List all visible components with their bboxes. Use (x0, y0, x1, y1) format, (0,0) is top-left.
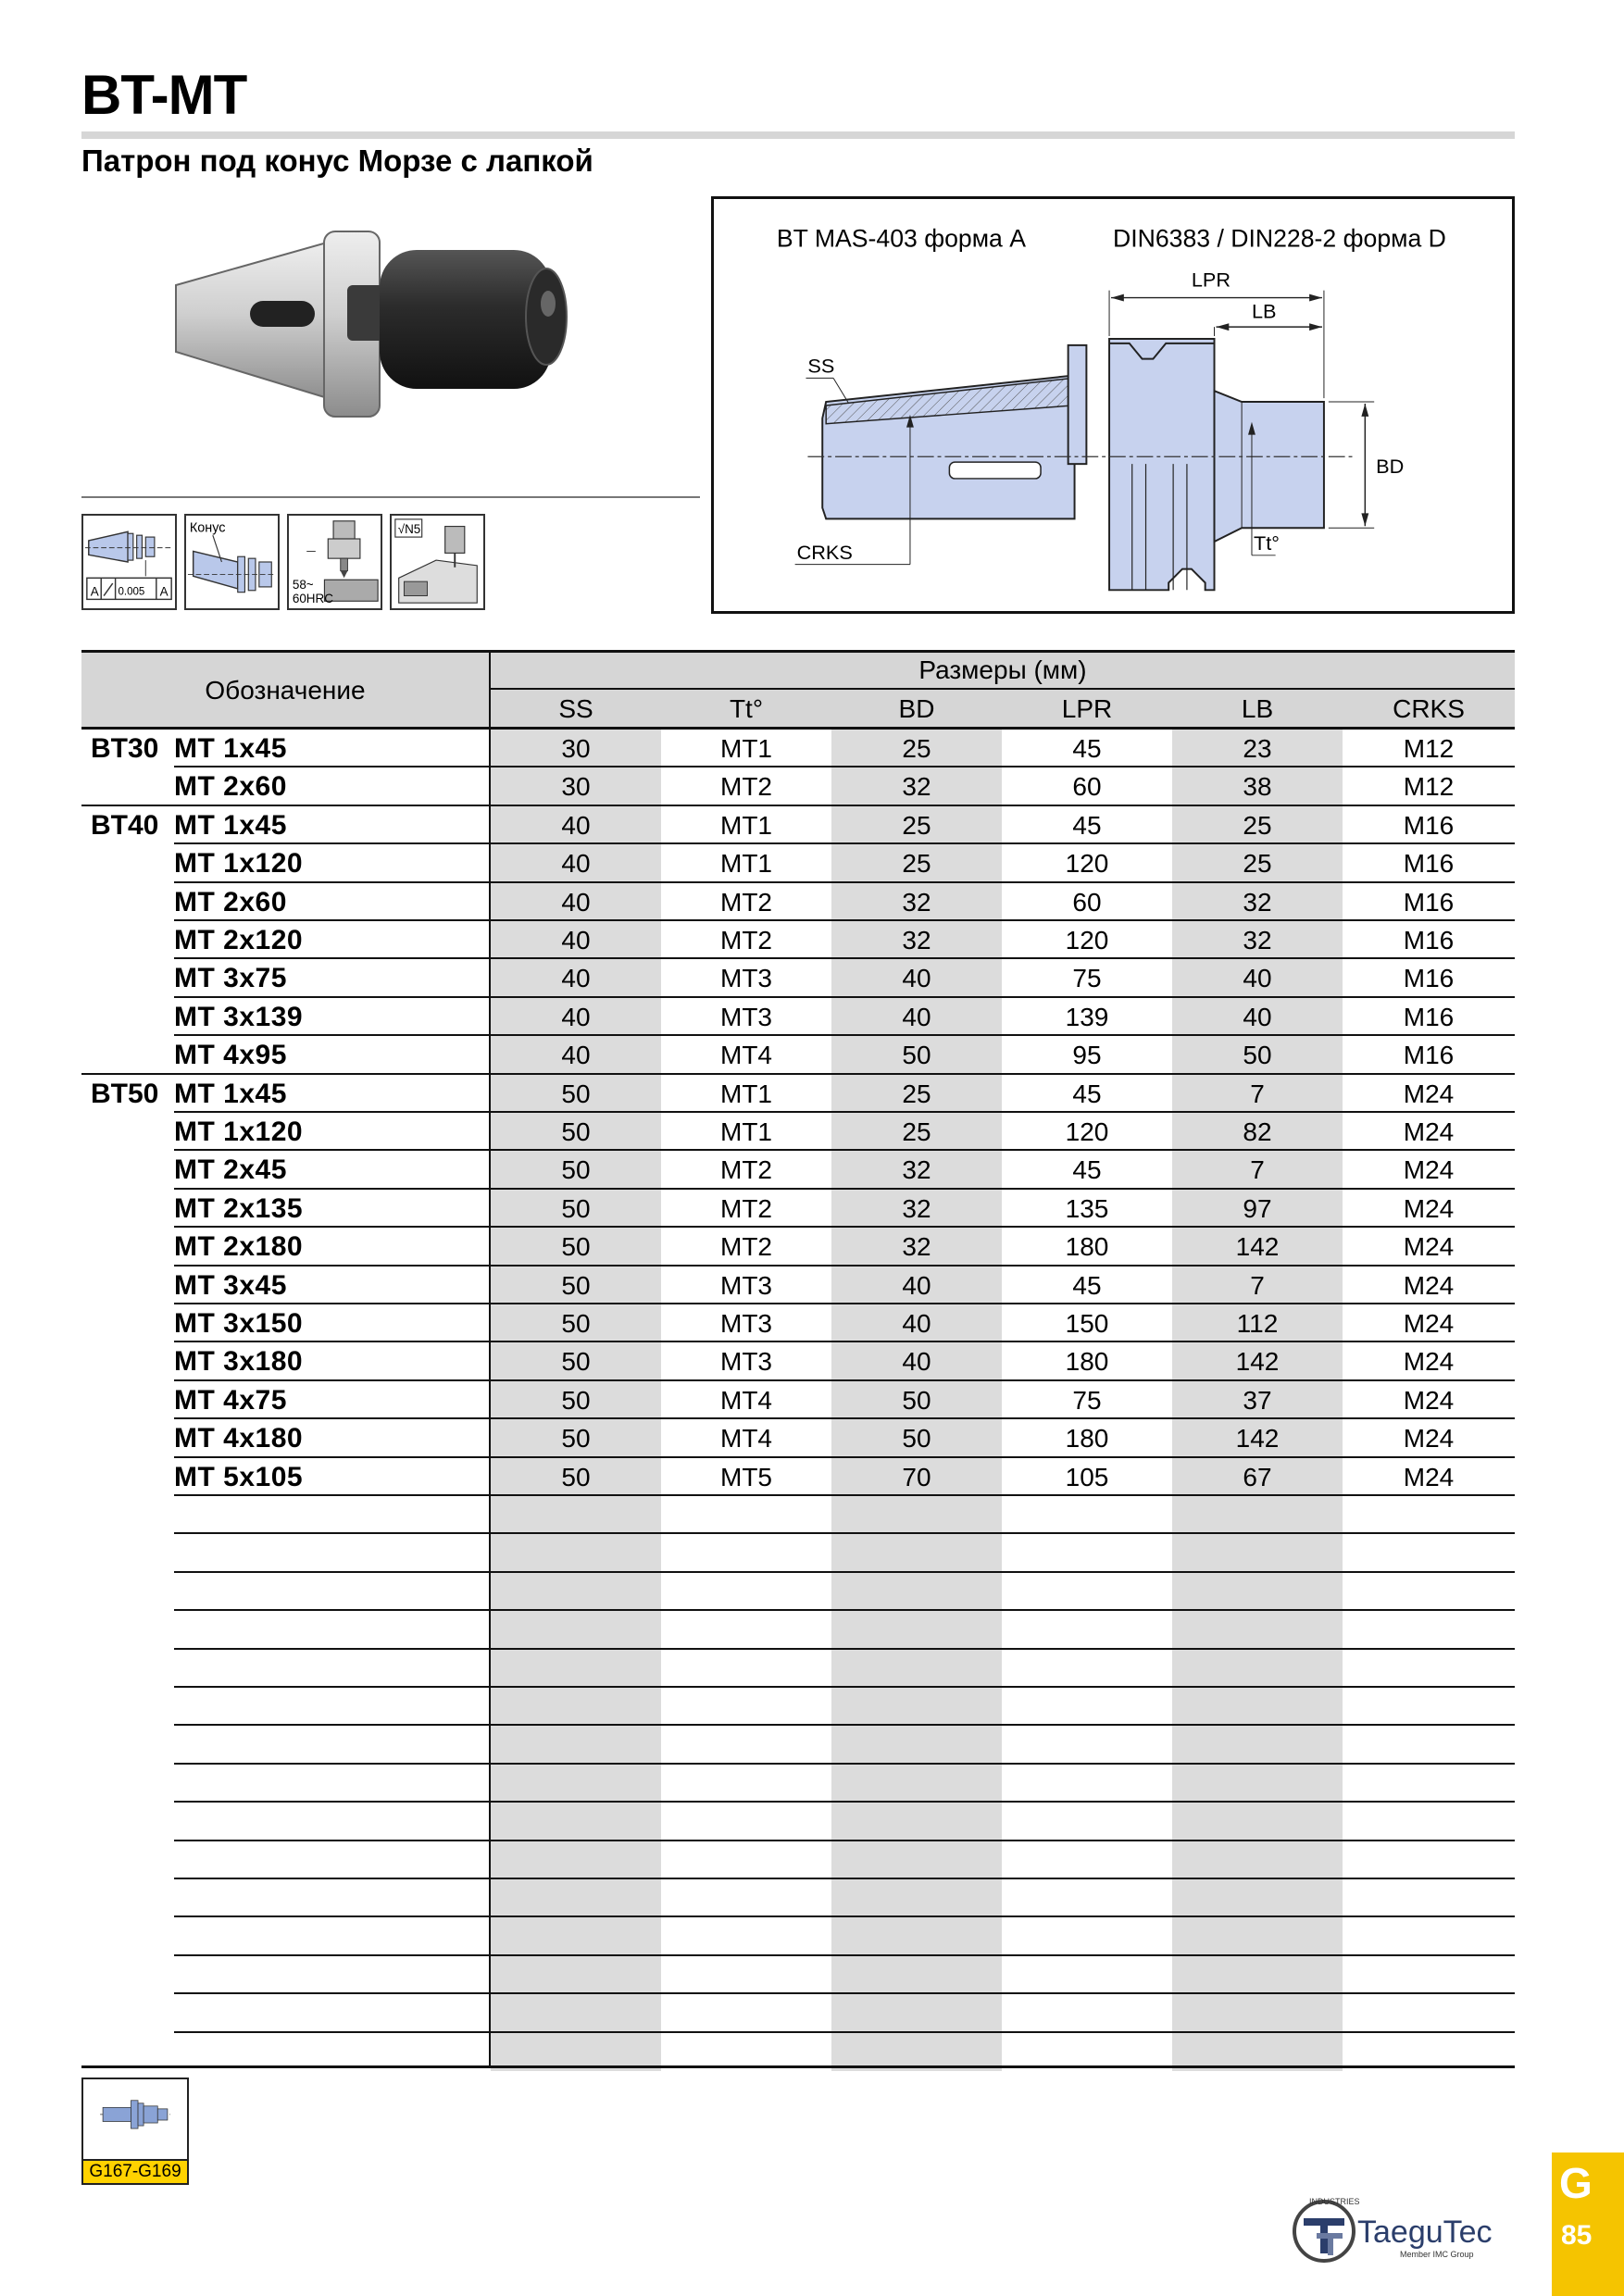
column-shade (491, 1841, 661, 1879)
cell-lpr: 120 (1065, 926, 1109, 955)
column-shade (491, 1994, 661, 2032)
cell-lb: 142 (1235, 1232, 1280, 1262)
column-shade (831, 1765, 1002, 1803)
logo-brand-text: TaeguTec (1357, 2215, 1493, 2250)
column-shade (831, 1611, 1002, 1649)
empty-table-row (81, 1956, 1515, 1994)
surface-finish-label: √N5 (397, 522, 421, 537)
cell-ss: 50 (561, 1193, 591, 1223)
cell-lpr: 180 (1065, 1347, 1109, 1377)
cell-crks: M24 (1403, 1309, 1455, 1338)
cell-tt: MT2 (720, 1193, 772, 1223)
cell-ss: 50 (561, 1155, 591, 1185)
column-shade (831, 1803, 1002, 1841)
cell-lpr: 45 (1072, 810, 1102, 840)
cell-bd: 25 (902, 1079, 931, 1108)
empty-table-row (81, 1841, 1515, 1879)
crks-label: CRKS (796, 540, 853, 564)
column-shade (491, 1650, 661, 1688)
designation-code: MT 1x120 (174, 848, 304, 880)
table-row (81, 1190, 1515, 1228)
column-shade (491, 1611, 661, 1649)
cell-tt: MT1 (720, 849, 772, 879)
cell-lpr: 180 (1065, 1424, 1109, 1454)
column-shade (831, 1994, 1002, 2032)
cell-crks: M24 (1403, 1385, 1455, 1415)
empty-table-row (81, 1765, 1515, 1803)
series-label: BT40 (91, 809, 159, 841)
page-title: BT-MT (81, 64, 247, 126)
cell-crks: M24 (1403, 1270, 1455, 1300)
cell-lpr: 150 (1065, 1309, 1109, 1338)
cell-ss: 50 (561, 1270, 591, 1300)
table-row (81, 883, 1515, 921)
dimensions-table (81, 650, 1515, 2068)
column-shade (491, 1765, 661, 1803)
designation-code: MT 4x75 (174, 1384, 287, 1416)
column-shade (1172, 1956, 1343, 1994)
taper-label: Конус (189, 520, 226, 536)
cell-lb: 40 (1243, 964, 1272, 993)
column-shade (1172, 1688, 1343, 1726)
drawing-right-standard: DIN6383 / DIN228-2 форма D (1113, 224, 1446, 253)
product-photo (167, 213, 593, 426)
column-shade (831, 1917, 1002, 1955)
runout-datum-left: A (90, 584, 99, 599)
column-shade (1172, 1917, 1343, 1955)
column-shade (1172, 1994, 1343, 2032)
table-row (81, 1113, 1515, 1151)
cell-lpr: 45 (1072, 1155, 1102, 1185)
column-shade (491, 1956, 661, 1994)
table-row (81, 1036, 1515, 1074)
designation-code: MT 2x180 (174, 1231, 304, 1263)
cell-ss: 50 (561, 1117, 591, 1146)
cell-tt: MT2 (720, 772, 772, 802)
cell-ss: 50 (561, 1232, 591, 1262)
cell-bd: 50 (902, 1041, 931, 1070)
cell-tt: MT3 (720, 1309, 772, 1338)
cell-ss: 40 (561, 1041, 591, 1070)
column-shade (1172, 1726, 1343, 1764)
drawing-left-standard: BT MAS-403 форма A (776, 224, 1027, 253)
designation-code: MT 4x95 (174, 1040, 287, 1071)
cell-lb: 97 (1243, 1193, 1272, 1223)
lpr-label: LPR (1191, 268, 1231, 292)
table-row (81, 767, 1515, 805)
cell-ss: 30 (561, 734, 591, 763)
runout-tolerance: 0.005 (118, 586, 145, 598)
runout-datum-right: A (159, 584, 169, 599)
empty-table-row (81, 1803, 1515, 1841)
designation-code: MT 2x60 (174, 886, 287, 917)
designation-code: MT 3x180 (174, 1346, 304, 1378)
cell-tt: MT1 (720, 810, 772, 840)
cell-bd: 40 (902, 1270, 931, 1300)
designation-code: MT 1x45 (174, 1078, 287, 1109)
cell-bd: 40 (902, 1347, 931, 1377)
table-row (81, 998, 1515, 1036)
table-row (81, 959, 1515, 997)
cell-bd: 25 (902, 810, 931, 840)
cell-bd: 32 (902, 1193, 931, 1223)
cell-lpr: 45 (1072, 734, 1102, 763)
col-header-crks: CRKS (1393, 694, 1465, 723)
cell-lpr: 75 (1072, 964, 1102, 993)
cell-bd: 32 (902, 772, 931, 802)
column-shade (831, 1496, 1002, 1534)
designation-code: MT 2x60 (174, 771, 287, 803)
cell-bd: 40 (902, 1002, 931, 1031)
empty-table-row (81, 1496, 1515, 1534)
column-shade (491, 1726, 661, 1764)
page-subtitle: Патрон под конус Морзе с лапкой (81, 144, 593, 178)
column-shade (1172, 1534, 1343, 1572)
cell-lb: 112 (1236, 1309, 1279, 1338)
cell-ss: 50 (561, 1309, 591, 1338)
column-shade (831, 1726, 1002, 1764)
tt-label: Tt° (1253, 530, 1280, 555)
page-number: 85 (1561, 2220, 1593, 2251)
hardness-feature-icon (287, 514, 382, 610)
column-shade (491, 1534, 661, 1572)
column-shade (1172, 1765, 1343, 1803)
empty-table-row (81, 1879, 1515, 1917)
cell-lpr: 120 (1065, 849, 1109, 879)
cell-lpr: 45 (1072, 1079, 1102, 1108)
designation-code: MT 3x75 (174, 963, 287, 994)
title-divider (81, 131, 1515, 139)
cell-lpr: 45 (1072, 1270, 1102, 1300)
cell-tt: MT2 (720, 1155, 772, 1185)
cell-lb: 7 (1250, 1079, 1265, 1108)
col-header-ss: SS (558, 694, 593, 723)
cell-crks: M16 (1403, 926, 1455, 955)
empty-table-row (81, 1994, 1515, 2032)
cell-bd: 25 (902, 1117, 931, 1146)
cell-lb: 50 (1243, 1041, 1272, 1070)
column-shade (491, 1688, 661, 1726)
technical-drawing (711, 196, 1515, 614)
column-shade (1172, 1803, 1343, 1841)
table-row (81, 1342, 1515, 1380)
designation-header: Обозначение (205, 676, 366, 705)
column-shade (831, 1688, 1002, 1726)
cell-tt: MT1 (720, 1079, 772, 1108)
table-row (81, 844, 1515, 882)
cell-ss: 40 (561, 887, 591, 917)
designation-code: MT 3x150 (174, 1308, 304, 1339)
cell-lpr: 95 (1072, 1041, 1102, 1070)
cell-tt: MT2 (720, 887, 772, 917)
cell-lb: 25 (1243, 849, 1272, 879)
cell-lpr: 105 (1065, 1462, 1109, 1491)
column-shade (491, 1879, 661, 1917)
table-bottom-border (81, 2065, 1515, 2068)
table-row (81, 1267, 1515, 1304)
cell-crks: M16 (1403, 1002, 1455, 1031)
cell-lb: 142 (1235, 1424, 1280, 1454)
taegutec-logo (1289, 2194, 1520, 2268)
hardness-range-b: 60HRC (292, 592, 333, 606)
cell-bd: 32 (902, 926, 931, 955)
column-shade (1172, 1496, 1343, 1534)
cell-bd: 50 (902, 1424, 931, 1454)
empty-table-row (81, 1688, 1515, 1726)
empty-table-row (81, 1611, 1515, 1649)
cell-crks: M24 (1403, 1347, 1455, 1377)
cell-ss: 50 (561, 1079, 591, 1108)
cell-crks: M24 (1403, 1424, 1455, 1454)
column-shade (831, 1573, 1002, 1611)
table-row (81, 1458, 1515, 1496)
designation-code: MT 2x120 (174, 925, 304, 955)
column-shade (1172, 1841, 1343, 1879)
cell-tt: MT3 (720, 1270, 772, 1300)
table-row (81, 1075, 1515, 1113)
column-shade (1172, 1611, 1343, 1649)
cell-lb: 38 (1243, 772, 1272, 802)
cell-ss: 40 (561, 964, 591, 993)
cell-lb: 23 (1243, 734, 1272, 763)
cell-crks: M24 (1403, 1079, 1455, 1108)
column-shade (491, 1917, 661, 1955)
cell-tt: MT4 (720, 1424, 772, 1454)
column-shade (491, 1496, 661, 1534)
cell-ss: 40 (561, 1002, 591, 1031)
cell-lb: 142 (1235, 1347, 1280, 1377)
cell-crks: M24 (1403, 1193, 1455, 1223)
designation-code: MT 2x45 (174, 1154, 287, 1186)
cell-lpr: 60 (1072, 887, 1102, 917)
cell-tt: MT5 (720, 1462, 772, 1491)
surface-finish-feature-icon (390, 514, 485, 610)
cell-lb: 67 (1243, 1462, 1272, 1491)
cell-crks: M24 (1403, 1155, 1455, 1185)
column-shade (831, 1841, 1002, 1879)
empty-table-row (81, 1917, 1515, 1955)
cell-tt: MT4 (720, 1385, 772, 1415)
cell-crks: M24 (1403, 1462, 1455, 1491)
taper-feature-icon (184, 514, 280, 610)
empty-table-row (81, 1573, 1515, 1611)
photo-divider (81, 496, 700, 498)
cell-tt: MT3 (720, 1002, 772, 1031)
col-header-bd: BD (898, 694, 935, 723)
cell-tt: MT4 (720, 1041, 772, 1070)
logo-top-text: INDUSTRIES (1309, 2197, 1360, 2206)
empty-table-row (81, 1534, 1515, 1572)
cell-lb: 7 (1250, 1155, 1265, 1185)
cell-crks: M16 (1403, 810, 1455, 840)
cell-bd: 25 (902, 849, 931, 879)
cell-ss: 40 (561, 849, 591, 879)
cell-lpr: 135 (1065, 1193, 1109, 1223)
cell-tt: MT1 (720, 1117, 772, 1146)
bd-label: BD (1376, 455, 1405, 479)
cell-ss: 50 (561, 1347, 591, 1377)
cell-lb: 82 (1243, 1117, 1272, 1146)
table-row (81, 921, 1515, 959)
column-shade (831, 1650, 1002, 1688)
series-label: BT30 (91, 733, 159, 764)
cell-crks: M16 (1403, 964, 1455, 993)
column-shade (831, 1956, 1002, 1994)
table-row (81, 1304, 1515, 1342)
cell-lb: 25 (1243, 810, 1272, 840)
lb-label: LB (1251, 299, 1277, 323)
runout-feature-icon (81, 514, 177, 610)
column-shade (1172, 1879, 1343, 1917)
column-shade (491, 1573, 661, 1611)
cell-lb: 7 (1250, 1270, 1265, 1300)
reference-pages-link[interactable]: G167-G169 (81, 2159, 189, 2185)
cell-bd: 40 (902, 964, 931, 993)
cell-bd: 25 (902, 734, 931, 763)
ss-label: SS (807, 354, 835, 378)
hardness-range-a: 58~ (292, 577, 314, 592)
cell-crks: M16 (1403, 887, 1455, 917)
section-letter: G (1559, 2159, 1593, 2207)
designation-code: MT 1x45 (174, 733, 287, 764)
cell-tt: MT2 (720, 1232, 772, 1262)
cell-crks: M24 (1403, 1232, 1455, 1262)
col-header-lpr: LPR (1061, 694, 1113, 723)
cell-lpr: 75 (1072, 1385, 1102, 1415)
cell-tt: MT1 (720, 734, 772, 763)
cell-ss: 40 (561, 810, 591, 840)
cell-lpr: 139 (1065, 1002, 1109, 1031)
col-header-tt: Tt° (729, 694, 764, 723)
column-shade (1172, 1573, 1343, 1611)
cell-tt: MT2 (720, 926, 772, 955)
cell-ss: 50 (561, 1462, 591, 1491)
column-shade (1172, 1650, 1343, 1688)
cell-bd: 32 (902, 887, 931, 917)
cell-ss: 50 (561, 1424, 591, 1454)
designation-code: MT 3x139 (174, 1001, 304, 1032)
cell-bd: 32 (902, 1232, 931, 1262)
cell-crks: M12 (1403, 772, 1455, 802)
cell-ss: 50 (561, 1385, 591, 1415)
designation-code: MT 3x45 (174, 1269, 287, 1301)
cell-bd: 70 (902, 1462, 931, 1491)
cell-bd: 40 (902, 1309, 931, 1338)
table-row (81, 806, 1515, 844)
cell-crks: M16 (1403, 849, 1455, 879)
col-header-lb: LB (1241, 694, 1274, 723)
table-row (81, 1151, 1515, 1189)
cell-lb: 37 (1243, 1385, 1272, 1415)
cell-lpr: 60 (1072, 772, 1102, 802)
column-shade (831, 1879, 1002, 1917)
cell-lb: 40 (1243, 1002, 1272, 1031)
designation-code: MT 2x135 (174, 1192, 304, 1224)
series-label: BT50 (91, 1078, 159, 1109)
cell-lb: 32 (1243, 887, 1272, 917)
cell-crks: M16 (1403, 1041, 1455, 1070)
table-row (81, 1381, 1515, 1419)
designation-code: MT 5x105 (174, 1461, 304, 1492)
cell-crks: M24 (1403, 1117, 1455, 1146)
column-shade (831, 1534, 1002, 1572)
cell-bd: 32 (902, 1155, 931, 1185)
cell-crks: M12 (1403, 734, 1455, 763)
cell-lb: 32 (1243, 926, 1272, 955)
designation-code: MT 1x45 (174, 809, 287, 841)
empty-table-row (81, 1650, 1515, 1688)
designation-code: MT 4x180 (174, 1423, 304, 1454)
table-row (81, 1228, 1515, 1266)
logo-sub-text: Member IMC Group (1400, 2250, 1474, 2259)
dimensions-header: Размеры (мм) (918, 655, 1087, 684)
cell-tt: MT3 (720, 1347, 772, 1377)
empty-table-row (81, 1726, 1515, 1764)
cell-tt: MT3 (720, 964, 772, 993)
column-shade (491, 1803, 661, 1841)
cell-bd: 50 (902, 1385, 931, 1415)
cell-lpr: 180 (1065, 1232, 1109, 1262)
table-row (81, 730, 1515, 767)
cell-ss: 30 (561, 772, 591, 802)
cell-lpr: 120 (1065, 1117, 1109, 1146)
cell-ss: 40 (561, 926, 591, 955)
table-row (81, 1419, 1515, 1457)
designation-code: MT 1x120 (174, 1117, 304, 1147)
